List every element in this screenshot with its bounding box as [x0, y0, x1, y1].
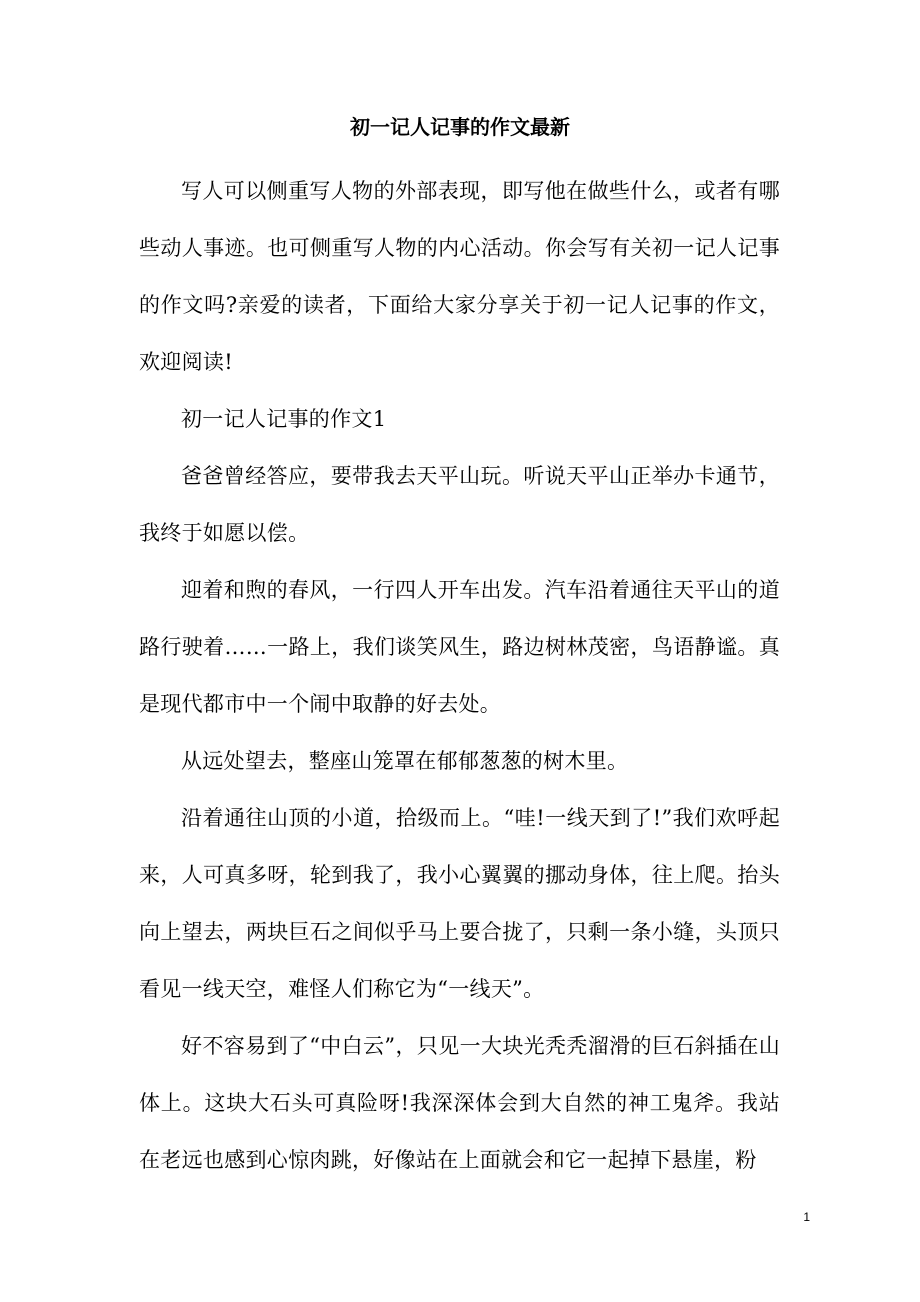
paragraph: 迎着和煦的春风，一行四人开车出发。汽车沿着通往天平山的道路行驶着……一路上，我们谈笑风生，路边树林茂密，鸟语静谧。真是现代都市中一个闹中取静的好去处。: [139, 578, 780, 716]
document-body: [139, 163, 780, 1189]
paragraph: 爸爸曾经答应，要带我去天平山玩。听说天平山正举办卡通节，我终于如愿以偿。: [139, 464, 780, 545]
paragraph: 好不容易到了“中白云”，只见一大块光秃秃溜滑的巨石斜插在山体上。这块大石头可真险呀!我深深体会到大自然的神工鬼斧。我站在老远也感到心惊肉跳，好像站在上面就会和它一起掉下悬崖，粉: [139, 1034, 780, 1172]
section-heading: 初一记人记事的作文1: [181, 407, 387, 431]
paragraph: 沿着通往山顶的小道，拾级而上。“哇!一线天到了!”我们欢呼起来，人可真多呀，轮到我了，我小心翼翼的挪动身体，往上爬。抬头向上望去，两块巨石之间似乎马上要合拢了，只剩一条小缝，头顶只看见一线天空，难怪人们称它为“一线天”。: [139, 806, 780, 1001]
document-title: 初一记人记事的作文最新: [350, 115, 570, 139]
page-number: 1: [803, 1210, 810, 1224]
paragraph-intro: 写人可以侧重写人物的外部表现，即写他在做些什么，或者有哪些动人事迹。也可侧重写人物的内心活动。你会写有关初一记人记事的作文吗?亲爱的读者，下面给大家分享关于初一记人记事的作文，欢迎阅读!: [139, 179, 780, 374]
paragraph: 从远处望去，整座山笼罩在郁郁葱葱的树木里。: [181, 749, 629, 773]
